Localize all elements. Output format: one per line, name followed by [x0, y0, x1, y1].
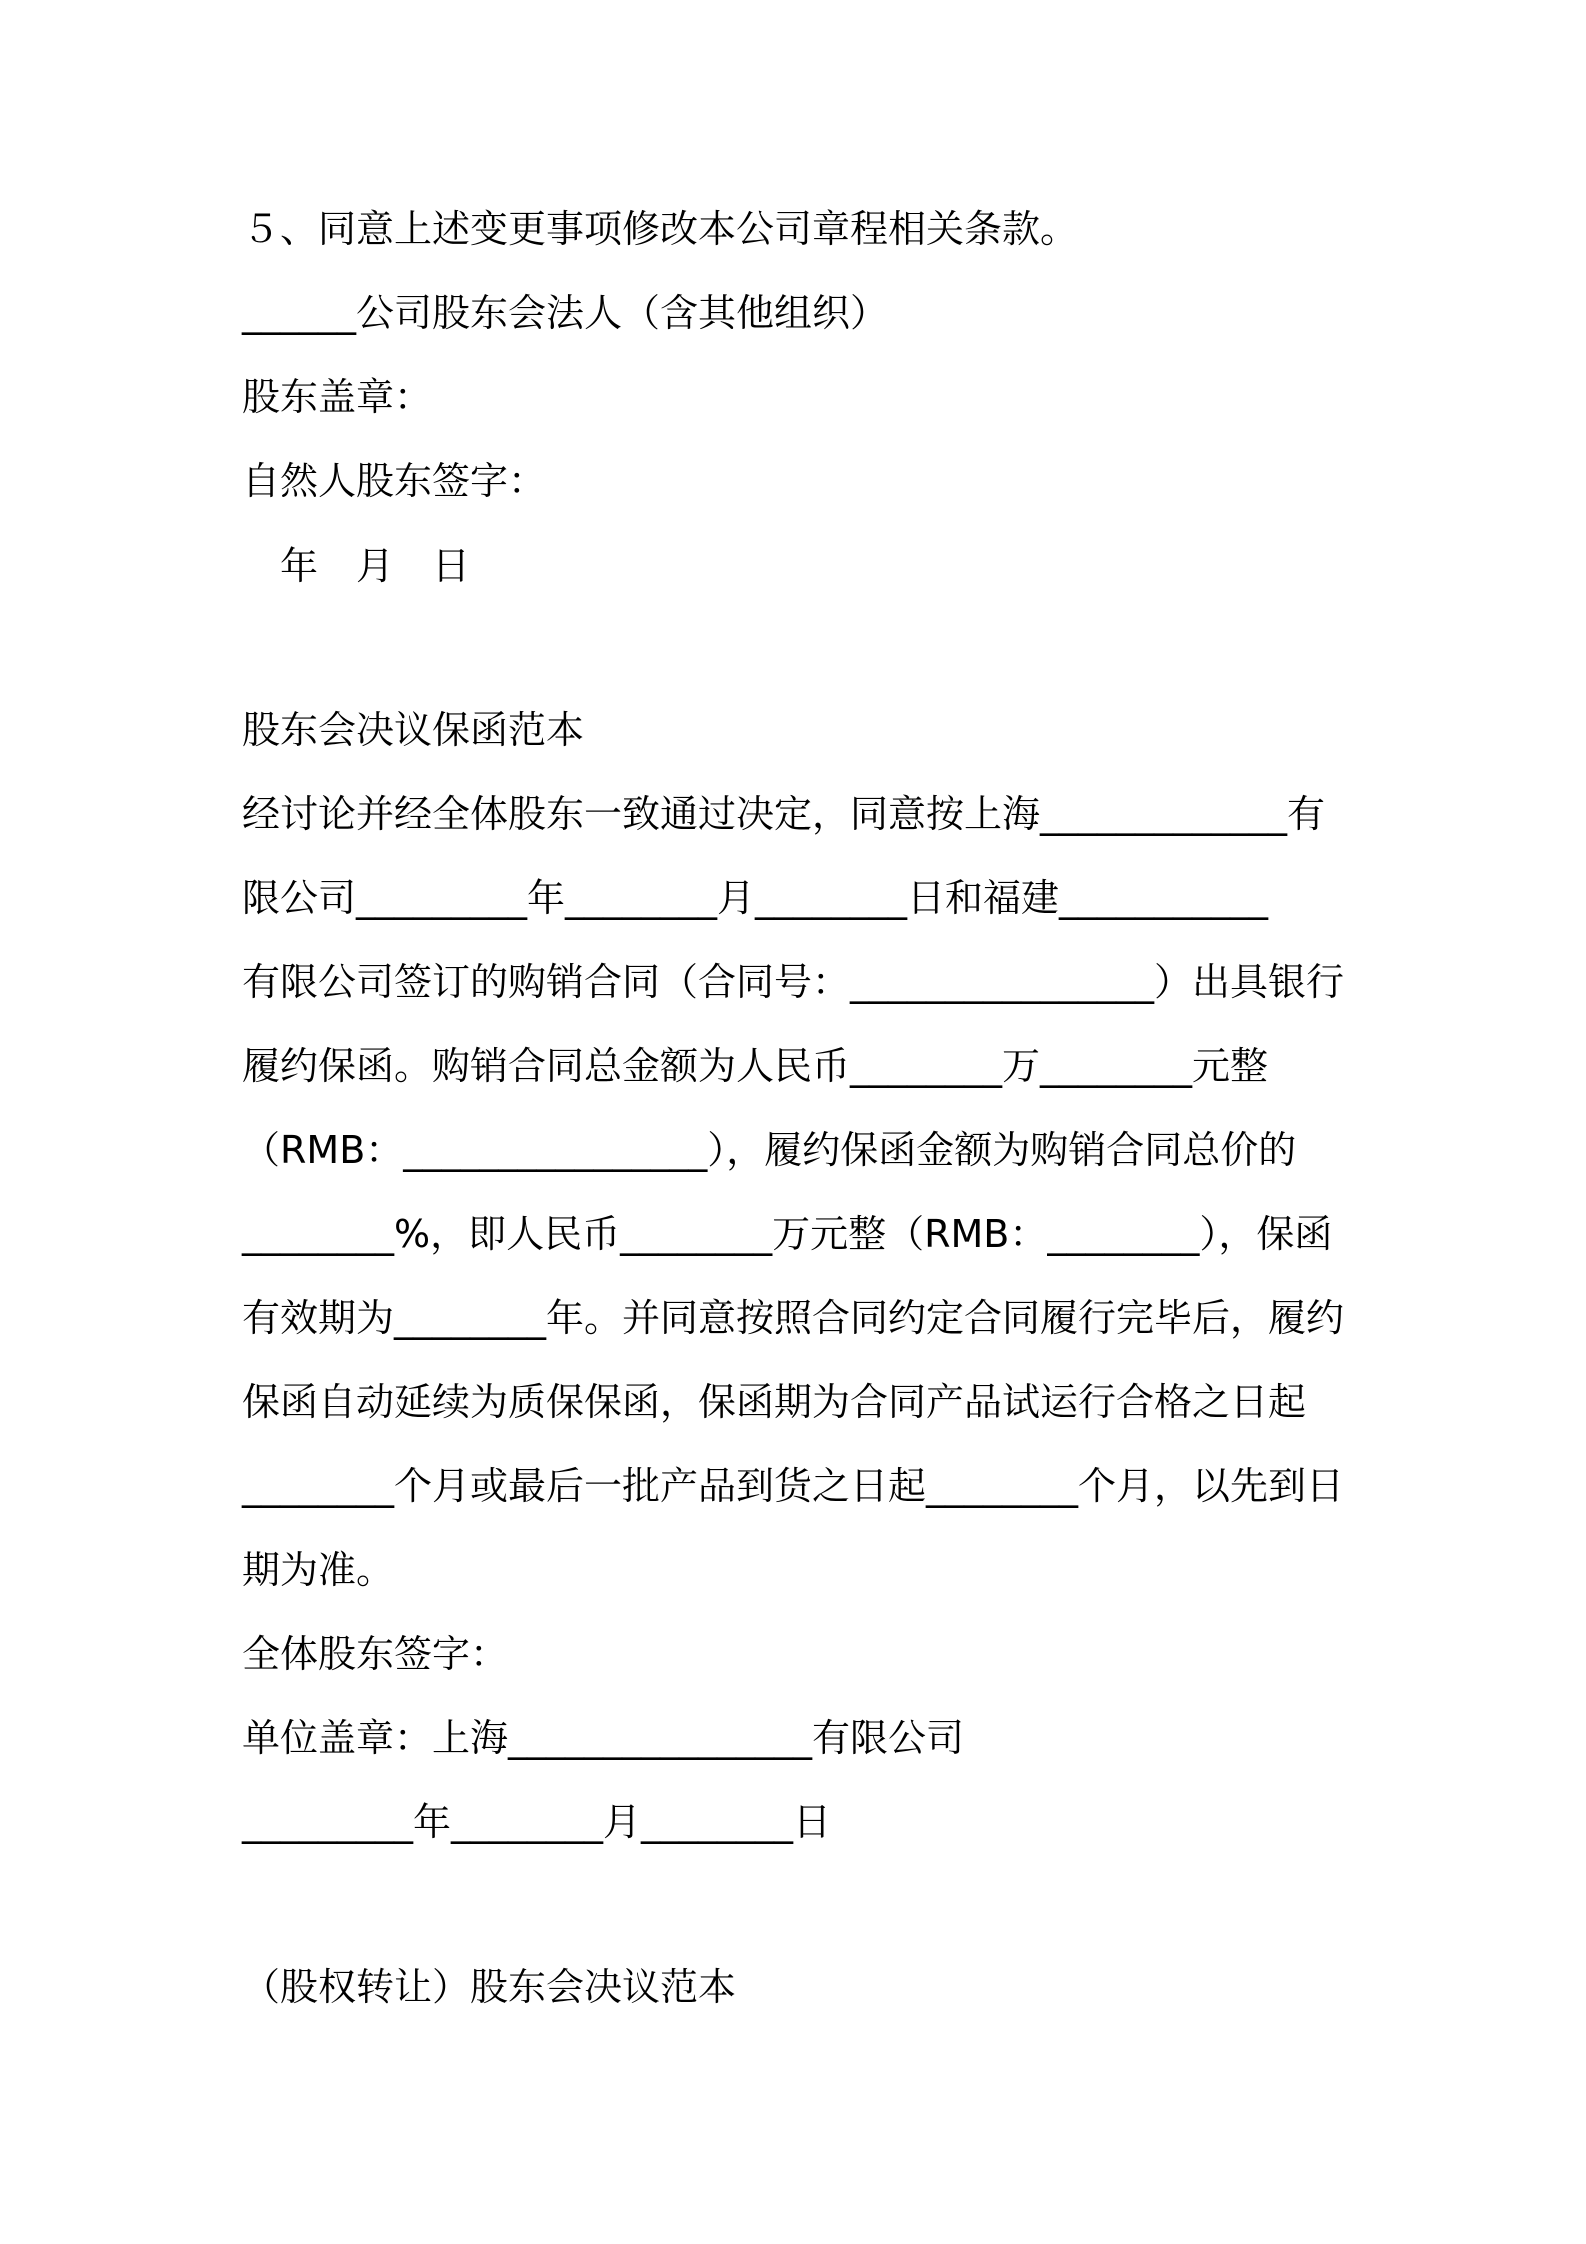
- clause-5: ５、同意上述变更事项修改本公司章程相关条款。: [242, 207, 1079, 251]
- body-line: 期为准。: [242, 1548, 395, 1592]
- section-title-guarantee: 股东会决议保函范本: [242, 708, 585, 752]
- body-line: 履约保函。购销合同总金额为人民币________万________元整: [242, 1044, 1269, 1088]
- unit-seal-line: 单位盖章：上海________________有限公司: [242, 1716, 965, 1760]
- body-line: （RMB：________________），履约保函金额为购销合同总价的: [242, 1128, 1297, 1172]
- body-line: ________%，即人民币________万元整（RMB：________），保函: [242, 1212, 1333, 1256]
- body-line: ________个月或最后一批产品到货之日起________个月，以先到日: [242, 1464, 1345, 1508]
- date-line: 年 月 日: [242, 544, 471, 588]
- shareholder-seal-label: 股东盖章：: [242, 375, 433, 419]
- all-shareholders-signature-label: 全体股东签字：: [242, 1632, 509, 1676]
- date-line: _________年________月________日: [242, 1800, 832, 1844]
- body-line: 限公司_________年________月________日和福建___________: [242, 876, 1269, 920]
- section-title-equity-transfer: （股权转让）股东会决议范本: [242, 1965, 737, 2009]
- company-shareholder-line: ______公司股东会法人（含其他组织）: [242, 291, 889, 335]
- body-line: 有限公司签订的购销合同（合同号：________________）出具银行: [242, 960, 1345, 1004]
- body-line: 有效期为________年。并同意按照合同约定合同履行完毕后，履约: [242, 1296, 1345, 1340]
- body-line: 保函自动延续为质保保函，保函期为合同产品试运行合格之日起: [242, 1380, 1307, 1424]
- body-line: 经讨论并经全体股东一致通过决定，同意按上海_____________有: [242, 792, 1326, 836]
- natural-person-signature-label: 自然人股东签字：: [242, 459, 547, 503]
